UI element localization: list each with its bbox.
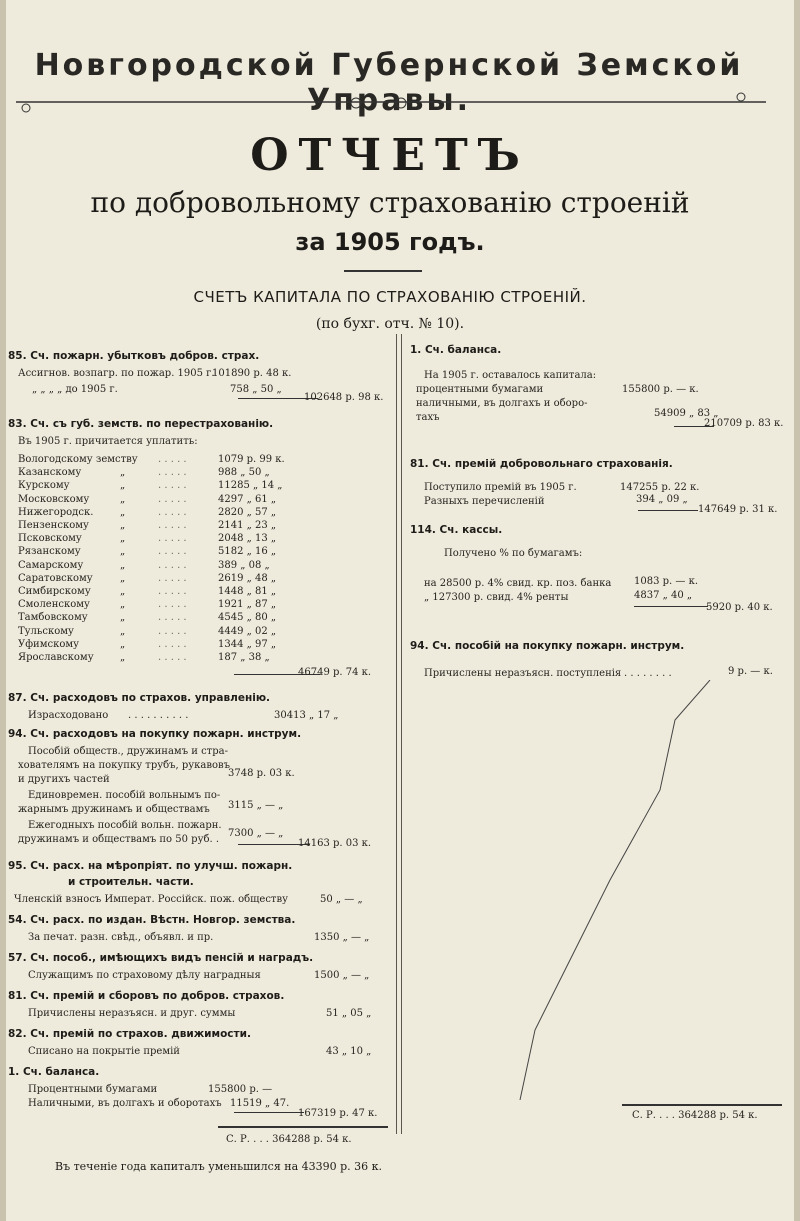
s83-row-leader: . . . . .	[158, 559, 187, 571]
s83-row-amount: 2048 „ 13 „	[218, 533, 277, 545]
s83-row-leader: . . . . .	[158, 480, 187, 492]
right-grand-total: С. Р. . . . 364288 р. 54 к.	[632, 1110, 758, 1121]
r-s1-l2-amount: 155800 р. — к.	[622, 384, 699, 395]
footer-note: Въ теченіе года капиталъ уменьшился на 43390 р. 36 к.	[55, 1160, 383, 1173]
s83-row-amount: 2820 „ 57 „	[218, 506, 277, 518]
page-edge-right	[794, 0, 800, 1221]
s83-row-name: Рязанскому	[18, 546, 81, 558]
section-87-heading: 87. Сч. расходовъ по страхов. управленію.	[8, 692, 271, 704]
account-title: СЧЕТЪ КАПИТАЛА ПО СТРАХОВАНІЮ СТРОЕНІЙ.	[193, 288, 587, 306]
s83-row-name: Нижегородск.	[18, 506, 94, 518]
r-section-1-heading: 1. Сч. баланса.	[410, 344, 502, 356]
s94-b-line2: жарнымъ дружинамъ и обществамъ	[18, 804, 210, 815]
s54-label: За печат. разн. свѣд., объявл. и пр.	[28, 932, 214, 943]
s83-row-leader: . . . . .	[158, 467, 187, 479]
s83-row-ditto: „	[120, 506, 126, 518]
s94-c-line1: Ежегодныхъ пособій вольн. пожарн.	[28, 820, 222, 831]
s83-row-leader: . . . . .	[158, 586, 187, 597]
section-85-heading: 85. Сч. пожарн. убытковъ добров. страх.	[8, 350, 260, 362]
report-subtitle: по добровольному страхованію строеній	[90, 186, 690, 219]
s83-row-leader: . . . . .	[158, 533, 187, 545]
s83-row-ditto: „	[120, 467, 126, 479]
left-grand-total: С. Р. . . . 364288 р. 54 к.	[226, 1134, 352, 1145]
s81-amount: 51 „ 05 „	[326, 1008, 372, 1019]
section-57-heading: 57. Сч. пособ., имѣющихъ видъ пенсій и наградъ.	[8, 952, 314, 964]
r-s114-total: 5920 р. 40 к.	[706, 602, 773, 613]
section-94-heading: 94. Сч. расходовъ на покупку пожарн. инструм.	[8, 728, 302, 740]
s83-row-name: Тульскому	[18, 625, 74, 637]
title-rule	[344, 270, 422, 272]
s83-row-ditto: „	[120, 559, 126, 571]
s83-row-name: Симбирскому	[18, 586, 91, 597]
page-edge-left	[0, 0, 6, 1221]
s1-total: 167319 р. 47 к.	[298, 1108, 378, 1119]
s1-rule	[234, 1112, 304, 1113]
bookkeeping-reference: (по бухг. отч. № 10).	[315, 316, 465, 332]
s95-amount: 50 „ — „	[320, 894, 363, 905]
r-s81-total: 147649 р. 31 к.	[698, 504, 778, 515]
r-s1-l4-amount: 54909 „ 83 „	[654, 408, 719, 419]
s83-row-amount: 2619 „ 48 „	[218, 572, 277, 584]
s83-row-name: Вологодскому земству	[18, 454, 138, 465]
r-s114-rule	[634, 606, 708, 607]
s83-row-amount: 1079 р. 99 к.	[218, 454, 285, 465]
s81-label: Причислены неразъясн. и друг. суммы	[28, 1008, 236, 1019]
section-82-heading: 82. Сч. премій по страхов. движимости.	[8, 1028, 251, 1040]
s83-row-amount: 4449 „ 02 „	[218, 625, 277, 637]
r-section-81-heading: 81. Сч. премій добровольнаго страхованія.	[410, 458, 673, 470]
r-s1-l4-label: тахъ	[416, 412, 440, 423]
ornament-divider	[16, 92, 766, 114]
s83-row-leader: . . . . .	[158, 612, 187, 624]
column-divider	[396, 334, 397, 1134]
s83-total: 46749 р. 74 к.	[298, 667, 372, 678]
s83-row-amount: 11285 „ 14 „	[218, 480, 283, 492]
s83-row-leader: . . . . .	[158, 638, 187, 650]
s83-row-leader: . . . . .	[158, 546, 187, 558]
s82-amount: 43 „ 10 „	[326, 1046, 372, 1057]
r-s94-amount: 9 р. — к.	[728, 666, 773, 677]
s57-amount: 1500 „ — „	[314, 970, 370, 981]
r-section-94-heading: 94. Сч. пособій на покупку пожарн. инструм.	[410, 640, 685, 652]
s83-row-name: Смоленскому	[18, 599, 90, 611]
header-title: Новгородской Губернской Земской Управы.	[34, 48, 744, 118]
s95-label: Членскій взносъ Императ. Россійск. пож. обществу	[14, 894, 288, 905]
s83-row-name: Самарскому	[18, 559, 84, 571]
s1-line2-amount: 11519 „ 47.	[230, 1098, 290, 1109]
s83-row-leader: . . . . .	[158, 506, 187, 518]
s83-row-name: Московскому	[18, 493, 90, 505]
r-s81-l2-label: Разныхъ перечисленій	[424, 496, 545, 507]
section-95-heading-cont: и строительн. части.	[68, 876, 194, 888]
s83-row-ditto: „	[120, 638, 126, 650]
s83-row-amount: 5182 „ 16 „	[218, 546, 277, 558]
s83-row-leader: . . . . .	[158, 493, 187, 505]
s83-row-ditto: „	[120, 520, 126, 531]
r-s114-intro: Получено % по бумагамъ:	[444, 548, 583, 559]
s57-label: Служащимъ по страховому дѣлу наградныя	[28, 970, 261, 981]
r-s81-l2-amount: 394 „ 09 „	[636, 494, 688, 505]
s83-row-leader: . . . . .	[158, 599, 187, 611]
r-s114-l2-amount: 4837 „ 40 „	[634, 590, 693, 601]
r-s114-l2-label: „ 127300 р. свид. 4% ренты	[424, 592, 569, 603]
s87-amount: 30413 „ 17 „	[274, 710, 339, 721]
s94-a-line3: и другихъ частей	[18, 774, 110, 785]
s94-a-line1: Пособій обществ., дружинамъ и стра-	[28, 746, 228, 757]
s87-label: Израсходовано	[28, 710, 109, 721]
s83-row-name: Тамбовскому	[18, 612, 88, 624]
section-95-heading: 95. Сч. расх. на мѣропріят. по улучш. пожарн.	[8, 860, 293, 872]
r-s114-l1-amount: 1083 р. — к.	[634, 576, 698, 587]
s83-row-name: Ярославскому	[18, 652, 94, 663]
s94-c-amount: 7300 „ — „	[228, 828, 284, 839]
s83-row-leader: . . . . .	[158, 454, 187, 465]
s94-c-line2: дружинамъ и обществамъ по 50 руб. .	[18, 834, 220, 845]
s83-row-amount: 2141 „ 23 „	[218, 520, 277, 531]
section-1-heading: 1. Сч. баланса.	[8, 1066, 100, 1078]
s83-row-ditto: „	[120, 480, 126, 492]
r-s81-rule	[638, 510, 698, 511]
s83-row-ditto: „	[120, 533, 126, 545]
s83-row-name: Псковскому	[18, 533, 82, 545]
s85-line1-label: Ассигнов. возпагр. по пожар. 1905 г.	[18, 368, 215, 379]
section-81-heading: 81. Сч. премій и сборовъ по добров. страхов.	[8, 990, 285, 1002]
s94-a-amount: 3748 р. 03 к.	[228, 768, 295, 779]
r-s1-l1: На 1905 г. оставалось капитала:	[424, 370, 597, 381]
r-s81-l1-label: Поступило премій въ 1905 г.	[424, 482, 577, 493]
section-54-heading: 54. Сч. расх. по издан. Вѣстн. Новгор. земства.	[8, 914, 296, 926]
s94-b-amount: 3115 „ — „	[228, 800, 284, 811]
s83-row-amount: 4297 „ 61 „	[218, 493, 277, 505]
column-divider-2	[401, 334, 402, 1134]
s83-row-leader: . . . . .	[158, 625, 187, 637]
s54-amount: 1350 „ — „	[314, 932, 370, 943]
s1-line1-amount: 155800 р. —	[208, 1084, 273, 1095]
s83-row-amount: 988 „ 50 „	[218, 467, 270, 479]
section-83-heading: 83. Сч. съ губ. земств. по перестрахованію.	[8, 418, 274, 430]
s85-line1-amount: 101890 р. 48 к.	[212, 368, 292, 379]
s83-row-ditto: „	[120, 599, 126, 611]
debit-column	[8, 346, 388, 1136]
s82-label: Списано на покрытіе премій	[28, 1046, 180, 1057]
r-s94-leader: . . . . . . . .	[624, 668, 672, 679]
s87-leader: . . . . . . . . . .	[128, 710, 189, 721]
s83-row-amount: 4545 „ 80 „	[218, 612, 277, 624]
left-total-rule	[218, 1126, 388, 1128]
s83-row-name: Пензенскому	[18, 520, 89, 531]
s83-intro: Въ 1905 г. причитается уплатить:	[18, 436, 198, 447]
s83-row-amount: 1344 „ 97 „	[218, 638, 277, 650]
s83-row-leader: . . . . .	[158, 520, 187, 531]
s83-row-amount: 187 „ 38 „	[218, 652, 270, 663]
s83-row-leader: . . . . .	[158, 572, 187, 584]
s83-row-ditto: „	[120, 652, 126, 663]
s83-row-ditto: „	[120, 586, 126, 597]
s83-row-amount: 389 „ 08 „	[218, 559, 270, 571]
s83-row-name: Курскому	[18, 480, 70, 492]
s83-row-amount: 1448 „ 81 „	[218, 586, 277, 597]
s85-total: 102648 р. 98 к.	[304, 392, 384, 403]
s85-line2-amount: 758 „ 50 „	[230, 384, 282, 395]
r-s114-l1-label: на 28500 р. 4% свид. кр. поз. банка	[424, 578, 612, 589]
right-total-rule	[622, 1104, 782, 1106]
s83-row-amount: 1921 „ 87 „	[218, 599, 277, 611]
s83-row-ditto: „	[120, 572, 126, 584]
report-title: ОТЧЕТЪ	[250, 130, 530, 181]
s1-line1-label: Процентными бумагами	[28, 1084, 158, 1095]
r-s1-l2-label: процентными бумагами	[416, 384, 544, 395]
s83-row-ditto: „	[120, 625, 126, 637]
s83-row-ditto: „	[120, 612, 126, 624]
s85-line2-label: „ „ „ „ до 1905 г.	[32, 384, 118, 395]
r-s94-label: Причислены неразъясн. поступленія	[424, 668, 622, 679]
s83-row-ditto: „	[120, 546, 126, 558]
s83-row-name: Уфимскому	[18, 638, 80, 650]
s94-a-line2: хователямъ на покупку трубъ, рукавовъ	[18, 760, 230, 771]
s1-line2-label: Наличными, въ долгахъ и оборотахъ	[28, 1098, 222, 1109]
s94-total: 14163 р. 03 к.	[298, 838, 372, 849]
cancellation-line	[450, 680, 750, 1100]
r-s1-total: 210709 р. 83 к.	[704, 418, 784, 429]
report-year: за 1905 годъ.	[295, 228, 485, 256]
s83-row-name: Казанскому	[18, 467, 82, 479]
r-s81-l1-amount: 147255 р. 22 к.	[620, 482, 700, 493]
s94-b-line1: Единовремен. пособій вольнымъ по-	[28, 790, 221, 801]
r-s1-l3: наличными, въ долгахъ и оборо-	[416, 398, 588, 409]
s83-row-leader: . . . . .	[158, 652, 187, 663]
r-section-114-heading: 114. Сч. кассы.	[410, 524, 503, 536]
s83-row-ditto: „	[120, 493, 126, 505]
s83-row-name: Саратовскому	[18, 572, 93, 584]
